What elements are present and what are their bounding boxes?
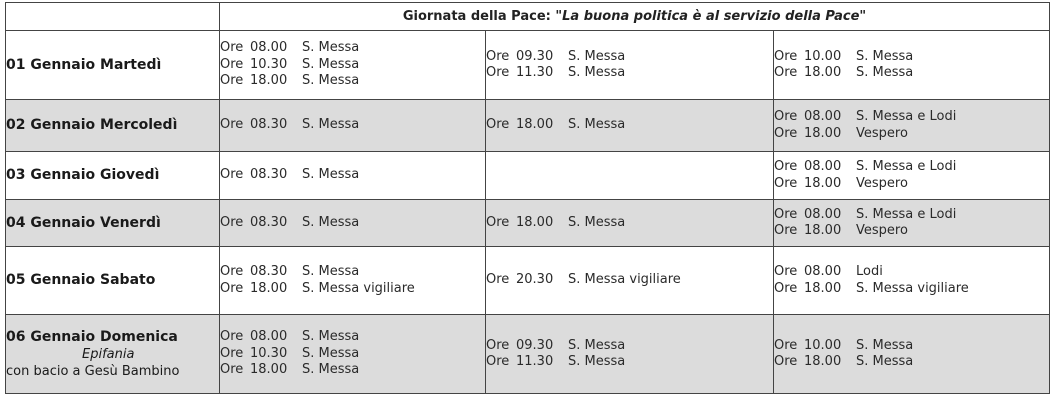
entry-time: 08.30: [250, 117, 288, 133]
entry-time: 10.30: [250, 56, 288, 72]
mass-entry: [220, 73, 485, 90]
schedule-cell: [486, 315, 774, 394]
entry-time: 10.00: [804, 337, 842, 353]
mass-entry: [774, 354, 1049, 371]
day-note: con bacio a Gesù Bambino: [6, 363, 180, 379]
mass-entry: [486, 49, 773, 66]
entry-time: 18.00: [804, 175, 842, 191]
entry-description: S. Messa: [568, 214, 626, 230]
mass-entry: [774, 65, 1049, 82]
entry-ore-label: Ore: [774, 206, 798, 222]
day-cell: [6, 247, 220, 315]
entry-ore-label: Ore: [486, 117, 510, 133]
entry-time: 18.00: [250, 280, 288, 296]
entry-description: S. Messa: [568, 354, 626, 369]
entry-description: Vespero: [856, 175, 908, 191]
entry-time: 18.00: [516, 117, 554, 133]
entry-description: S. Messa: [856, 337, 914, 353]
mass-entry: [774, 176, 1049, 193]
entry-time: 08.00: [250, 329, 288, 345]
entry-time: 08.00: [804, 159, 842, 174]
entry-ore-label: Ore: [774, 280, 798, 296]
schedule-table: [5, 2, 1050, 394]
schedule-cell: [774, 152, 1050, 200]
entry-description: Lodi: [856, 264, 883, 279]
mass-entry: [774, 281, 1049, 298]
entry-ore-label: Ore: [774, 223, 798, 238]
entry-ore-label: Ore: [220, 40, 244, 56]
header-blank-cell: [6, 3, 220, 31]
entry-description: S. Messa vigiliare: [302, 280, 415, 296]
day-cell: [6, 315, 220, 394]
entry-description: S. Messa: [302, 214, 360, 230]
entry-time: 08.00: [804, 206, 842, 222]
mass-entry: [774, 49, 1049, 66]
entry-description: S. Messa: [856, 48, 914, 64]
mass-entry: [220, 346, 485, 363]
mass-entry: [486, 354, 773, 371]
mass-entry: [220, 117, 485, 134]
schedule-cell: [220, 100, 486, 152]
schedule-cell: [486, 152, 774, 200]
schedule-row: [6, 315, 1050, 394]
entry-description: S. Messa e Lodi: [856, 109, 957, 124]
schedule-row: [6, 152, 1050, 200]
schedule-row: [6, 247, 1050, 315]
entry-time: 08.00: [804, 264, 842, 279]
entry-ore-label: Ore: [774, 354, 798, 369]
entry-ore-label: Ore: [486, 272, 510, 288]
entry-ore-label: Ore: [220, 280, 244, 296]
entry-description: S. Messa: [302, 264, 360, 279]
entry-time: 18.00: [804, 223, 842, 238]
entry-time: 08.00: [250, 40, 288, 56]
schedule-cell: [774, 100, 1050, 152]
mass-entry: [220, 281, 485, 298]
mass-entry: [486, 338, 773, 355]
entry-description: S. Messa: [302, 167, 360, 183]
mass-entry: [220, 362, 485, 379]
schedule-cell: [220, 315, 486, 394]
entry-description: S. Messa: [302, 40, 360, 56]
day-label: 06 Gennaio Domenica: [6, 328, 178, 345]
day-cell: [6, 152, 220, 200]
entry-description: S. Messa: [302, 362, 360, 378]
schedule-cell: [220, 152, 486, 200]
entry-time: 08.30: [250, 167, 288, 183]
entry-description: S. Messa: [302, 73, 360, 89]
entry-time: 09.30: [516, 337, 554, 353]
entry-time: 10.00: [804, 48, 842, 64]
entry-ore-label: Ore: [220, 167, 244, 183]
entry-ore-label: Ore: [774, 48, 798, 64]
entry-time: 18.00: [250, 362, 288, 378]
entry-description: S. Messa: [568, 117, 626, 133]
day-label: 04 Gennaio Venerdì: [6, 214, 161, 231]
day-cell: [6, 200, 220, 247]
schedule-cell: [774, 247, 1050, 315]
day-label: 01 Gennaio Martedì: [6, 56, 162, 73]
entry-ore-label: Ore: [486, 354, 510, 369]
mass-entry: [774, 223, 1049, 240]
mass-entry: [220, 40, 485, 57]
day-label: 05 Gennaio Sabato: [6, 272, 156, 288]
entry-ore-label: Ore: [774, 264, 798, 279]
schedule-cell: [486, 200, 774, 247]
schedule-cell: [220, 31, 486, 100]
entry-description: S. Messa vigiliare: [856, 280, 969, 296]
header-row: [6, 3, 1050, 31]
entry-description: S. Messa: [568, 65, 626, 80]
day-cell: [6, 100, 220, 152]
entry-ore-label: Ore: [774, 65, 798, 80]
entry-time: 10.30: [250, 345, 288, 361]
schedule-cell: [220, 200, 486, 247]
entry-time: 08.30: [250, 214, 288, 230]
mass-entry: [220, 215, 485, 232]
entry-description: S. Messa: [302, 117, 360, 133]
mass-entry: [486, 272, 773, 289]
entry-description: Vespero: [856, 223, 908, 238]
schedule-cell: [774, 31, 1050, 100]
schedule-cell: [486, 31, 774, 100]
entry-time: 11.30: [516, 65, 554, 80]
entry-ore-label: Ore: [774, 159, 798, 174]
mass-entry: [220, 264, 485, 281]
entry-time: 18.00: [804, 354, 842, 369]
entry-description: S. Messa: [568, 337, 626, 353]
entry-time: 09.30: [516, 48, 554, 64]
entry-description: Vespero: [856, 125, 908, 141]
entry-time: 18.00: [804, 125, 842, 141]
entry-ore-label: Ore: [220, 214, 244, 230]
entry-time: 08.00: [804, 109, 842, 124]
header-title-quote: "La buona politica è al servizio della Pace": [555, 9, 867, 24]
entry-ore-label: Ore: [220, 329, 244, 345]
entry-ore-label: Ore: [220, 264, 244, 279]
entry-ore-label: Ore: [220, 56, 244, 72]
entry-ore-label: Ore: [774, 337, 798, 353]
day-cell: [6, 31, 220, 100]
day-sublabel: Epifania: [82, 346, 135, 362]
day-label: 03 Gennaio Giovedì: [6, 167, 160, 183]
schedule-row: [6, 31, 1050, 100]
schedule-cell: [774, 315, 1050, 394]
mass-entry: [486, 117, 773, 134]
schedule-cell: [220, 247, 486, 315]
entry-time: 18.00: [516, 214, 554, 230]
entry-ore-label: Ore: [486, 214, 510, 230]
mass-entry: [774, 338, 1049, 355]
header-title-prefix: Giornata della Pace:: [402, 9, 556, 24]
entry-ore-label: Ore: [774, 109, 798, 124]
entry-ore-label: Ore: [486, 48, 510, 64]
schedule-cell: [486, 247, 774, 315]
entry-time: 18.00: [250, 73, 288, 89]
entry-ore-label: Ore: [220, 345, 244, 361]
entry-description: S. Messa: [856, 65, 914, 80]
entry-time: 11.30: [516, 354, 554, 369]
entry-description: S. Messa e Lodi: [856, 159, 957, 174]
schedule-cell: [486, 100, 774, 152]
mass-entry: [774, 109, 1049, 126]
entry-ore-label: Ore: [774, 175, 798, 191]
entry-ore-label: Ore: [220, 362, 244, 378]
entry-description: S. Messa: [856, 354, 914, 369]
header-title: [220, 3, 1050, 31]
entry-description: S. Messa: [302, 345, 360, 361]
entry-ore-label: Ore: [774, 125, 798, 141]
entry-ore-label: Ore: [486, 65, 510, 80]
entry-description: S. Messa: [302, 329, 360, 345]
entry-ore-label: Ore: [486, 337, 510, 353]
mass-entry: [220, 329, 485, 346]
mass-entry: [486, 215, 773, 232]
mass-entry: [220, 57, 485, 74]
entry-description: S. Messa: [568, 48, 626, 64]
entry-time: 08.30: [250, 264, 288, 279]
mass-entry: [774, 207, 1049, 224]
day-label: 02 Gennaio Mercoledì: [6, 117, 178, 133]
mass-entry: [774, 126, 1049, 143]
schedule-row: [6, 100, 1050, 152]
mass-entry: [486, 65, 773, 82]
entry-description: S. Messa vigiliare: [568, 272, 681, 288]
mass-entry: [220, 167, 485, 184]
entry-time: 18.00: [804, 65, 842, 80]
entry-description: S. Messa: [302, 56, 360, 72]
entry-ore-label: Ore: [220, 73, 244, 89]
schedule-cell: [774, 200, 1050, 247]
entry-time: 20.30: [516, 272, 554, 288]
schedule-row: [6, 200, 1050, 247]
mass-entry: [774, 264, 1049, 281]
entry-ore-label: Ore: [220, 117, 244, 133]
entry-time: 18.00: [804, 280, 842, 296]
mass-entry: [774, 159, 1049, 176]
entry-description: S. Messa e Lodi: [856, 206, 957, 222]
